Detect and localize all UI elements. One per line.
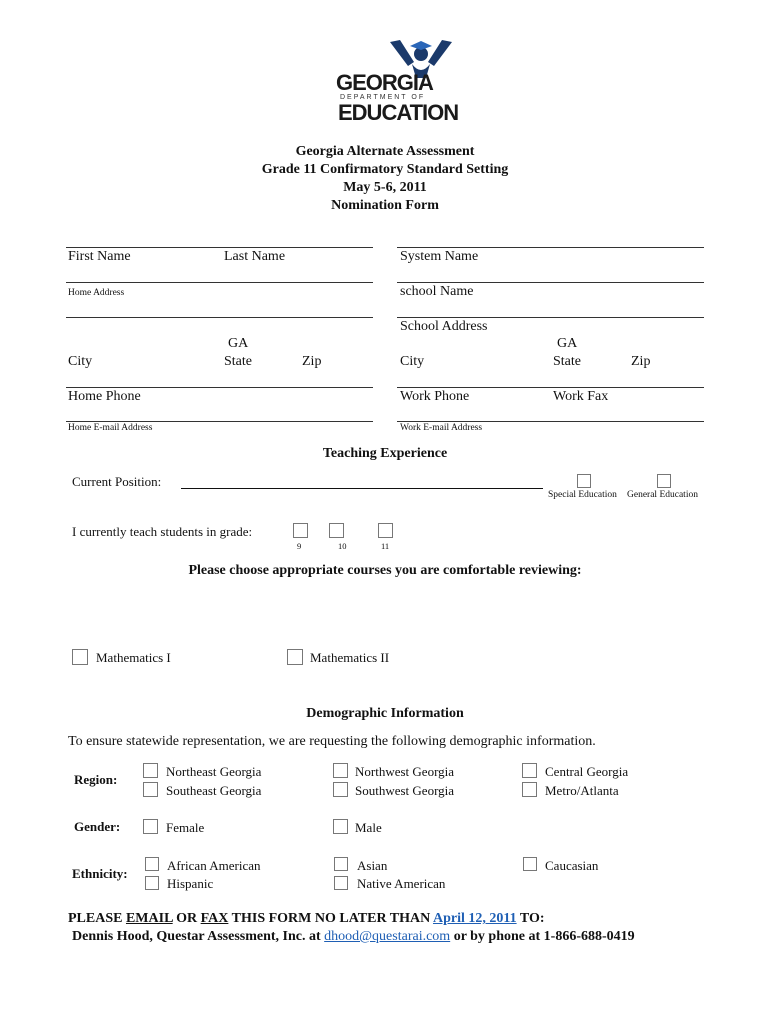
- submission-instruction: [68, 911, 545, 927]
- female-label: Female: [166, 820, 205, 835]
- mathematics-2-label: Mathematics II: [310, 650, 390, 665]
- contact-text-a: Dennis Hood, Questar Assessment, Inc. at: [72, 929, 325, 944]
- logo-georgia: GEORGIA: [336, 70, 433, 95]
- central-georgia-label: Central Georgia: [545, 764, 629, 779]
- asian-label: Asian: [357, 858, 388, 873]
- title-line-1: Georgia Alternate Assessment: [295, 144, 475, 159]
- line-top-right: [397, 247, 704, 248]
- work-phone-label: Work Phone: [400, 389, 470, 404]
- demographic-intro: To ensure statewide representation, we are requesting the following demographic information.: [68, 734, 596, 749]
- home-email-label: Home E-mail Address: [68, 423, 153, 433]
- grade-9-label: 9: [297, 541, 302, 551]
- region-label: Region:: [74, 772, 118, 787]
- system-name-field[interactable]: [397, 282, 704, 283]
- home-address-field[interactable]: [66, 317, 373, 318]
- grade-10-checkbox[interactable]: [329, 523, 344, 538]
- grade-11-checkbox[interactable]: [378, 523, 393, 538]
- special-education-label: Special Education: [548, 490, 617, 500]
- title-line-4: Nomination Form: [331, 198, 439, 213]
- caucasian-checkbox[interactable]: [523, 857, 537, 871]
- male-label: Male: [355, 820, 382, 835]
- home-phone-label: Home Phone: [68, 389, 141, 404]
- native-american-label: Native American: [357, 876, 446, 891]
- first-name-label: First Name: [68, 249, 131, 264]
- work-state-label: State: [553, 354, 581, 369]
- current-position-field[interactable]: [181, 488, 543, 489]
- school-name-label: school Name: [400, 284, 474, 299]
- metro-atlanta-checkbox[interactable]: [522, 782, 537, 797]
- teaching-heading: Teaching Experience: [322, 446, 448, 461]
- work-zip-label: Zip: [631, 354, 651, 369]
- instruction-text-c: THIS FORM NO LATER THAN: [228, 911, 433, 926]
- instruction-text-b: OR: [172, 911, 201, 926]
- grade-prompt: I currently teach students in grade:: [72, 524, 253, 539]
- grade-11-label: 11: [381, 541, 390, 551]
- male-checkbox[interactable]: [333, 819, 348, 834]
- contact-text-b: or by phone at 1-866-688-0419: [450, 929, 635, 944]
- central-georgia-checkbox[interactable]: [522, 763, 537, 778]
- title-line-2: Grade 11 Confirmatory Standard Setting: [261, 162, 509, 177]
- hispanic-label: Hispanic: [167, 876, 214, 891]
- home-phone-field[interactable]: [66, 421, 373, 422]
- african-american-checkbox[interactable]: [145, 857, 159, 871]
- northwest-georgia-checkbox[interactable]: [333, 763, 348, 778]
- home-address-label: Home Address: [68, 288, 125, 298]
- first-name-field[interactable]: [66, 282, 373, 283]
- mathematics-2-checkbox[interactable]: [287, 649, 303, 665]
- hispanic-checkbox[interactable]: [145, 876, 159, 890]
- southeast-georgia-label: Southeast Georgia: [166, 783, 262, 798]
- grade-10-label: 10: [338, 541, 347, 551]
- email-emphasis: EMAIL: [125, 911, 173, 926]
- native-american-checkbox[interactable]: [334, 876, 348, 890]
- northeast-georgia-label: Northeast Georgia: [166, 764, 262, 779]
- mathematics-1-checkbox[interactable]: [72, 649, 88, 665]
- state-label: State: [224, 354, 252, 369]
- work-phone-field[interactable]: [397, 421, 704, 422]
- logo: [336, 36, 459, 125]
- title-line-3: May 5-6, 2011: [343, 180, 427, 195]
- work-state-value: GA: [557, 336, 578, 351]
- grade-9-checkbox[interactable]: [293, 523, 308, 538]
- special-education-checkbox[interactable]: [577, 474, 591, 488]
- line-top-left: [66, 247, 373, 248]
- instruction-text-d: TO:: [516, 911, 545, 926]
- form-title: [0, 143, 770, 215]
- general-education-label: General Education: [627, 490, 698, 500]
- logo-education: EDUCATION: [338, 100, 459, 125]
- fax-emphasis: FAX: [200, 911, 229, 926]
- city-label: City: [68, 354, 93, 369]
- general-education-checkbox[interactable]: [657, 474, 671, 488]
- contact-email-link[interactable]: dhood@questarai.com: [324, 929, 451, 944]
- work-city-field[interactable]: [397, 387, 704, 388]
- last-name-label: Last Name: [224, 249, 286, 264]
- work-fax-label: Work Fax: [553, 389, 609, 404]
- school-name-field[interactable]: [397, 317, 704, 318]
- gender-label: Gender:: [74, 819, 121, 834]
- zip-label: Zip: [302, 354, 322, 369]
- city-field[interactable]: [66, 387, 373, 388]
- current-position-label: Current Position:: [72, 474, 162, 489]
- work-city-label: City: [400, 354, 425, 369]
- deadline-link[interactable]: April 12, 2011: [432, 911, 517, 926]
- instruction-text-a: PLEASE: [68, 911, 126, 926]
- caucasian-label: Caucasian: [545, 858, 599, 873]
- southwest-georgia-label: Southwest Georgia: [355, 783, 455, 798]
- southwest-georgia-checkbox[interactable]: [333, 782, 348, 797]
- asian-checkbox[interactable]: [334, 857, 348, 871]
- demographic-heading: Demographic Information: [306, 706, 464, 721]
- contact-line: [72, 929, 635, 945]
- northwest-georgia-label: Northwest Georgia: [355, 764, 455, 779]
- african-american-label: African American: [167, 858, 261, 873]
- system-name-label: System Name: [400, 249, 479, 264]
- logo-department-of: DEPARTMENT OF: [340, 94, 426, 101]
- school-address-label: School Address: [400, 319, 488, 334]
- northeast-georgia-checkbox[interactable]: [143, 763, 158, 778]
- work-email-label: Work E-mail Address: [400, 423, 483, 433]
- southeast-georgia-checkbox[interactable]: [143, 782, 158, 797]
- metro-atlanta-label: Metro/Atlanta: [545, 783, 619, 798]
- ethnicity-label: Ethnicity:: [72, 866, 128, 881]
- courses-heading: Please choose appropriate courses you are comfortable reviewing:: [188, 563, 582, 578]
- mathematics-1-label: Mathematics I: [96, 650, 171, 665]
- state-value: GA: [228, 336, 249, 351]
- female-checkbox[interactable]: [143, 819, 158, 834]
